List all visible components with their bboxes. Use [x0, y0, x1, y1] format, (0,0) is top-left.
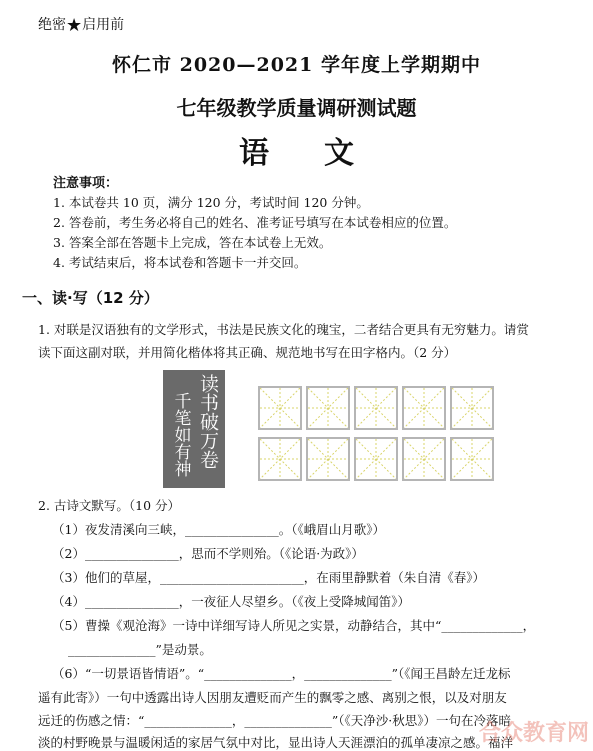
tianzige-cell[interactable] — [450, 437, 494, 481]
poem-blank-item-cont: 淡的村野晚景与温暖闲适的家居气氛中对比，显出诗人天涯漂泊的孤单凄凉之感。福洋 — [38, 735, 514, 750]
notice-item: 3. 答案全部在答题卡上完成，答在本试卷上无效。 — [53, 235, 332, 250]
question-1-text-cont: 读下面这副对联，并用简化楷体将其正确、规范地书写在田字格内。（2 分） — [38, 345, 457, 360]
notice-heading: 注意事项： — [53, 176, 119, 191]
notice-item: 4. 考试结束后，将本试卷和答题卡一并交回。 — [53, 255, 307, 270]
tianzige-cell[interactable] — [450, 386, 494, 430]
poem-blank-item: （3）他们的草屋，_______________________，在雨里静默着（朱自清《春》） — [52, 570, 485, 585]
tianzige-cell[interactable] — [258, 386, 302, 430]
exam-title-line1: 怀仁市 2020—2021 学年度上学期期中 — [112, 54, 481, 76]
tianzige-grid-row-2 — [258, 437, 498, 481]
confidential-mark — [38, 14, 124, 36]
couplet-left-text: 千笔如有神 — [170, 392, 191, 477]
tianzige-guides — [452, 388, 492, 428]
tianzige-cell[interactable] — [258, 437, 302, 481]
tianzige-guides — [404, 388, 444, 428]
tianzige-guides — [308, 439, 348, 479]
poem-blank-item: （1）夜发清溪向三峡，_______________。（《峨眉山月歌》） — [52, 522, 385, 537]
poem-blank-item-cont: 远迁的伤感之情：“______________，______________”（《天净沙·秋思》）一句在冷落暗 — [38, 713, 512, 728]
tianzige-guides — [260, 439, 300, 479]
tianzige-guides — [356, 388, 396, 428]
poem-blank-item: （2）_______________，思而不学则殆。（《论语·为政》） — [52, 546, 364, 561]
notice-item: 2. 答卷前，考生务必将自己的姓名、准考证号填写在本试卷相应的位置。 — [53, 215, 457, 230]
poem-blank-item-cont: ______________”是动景。 — [68, 642, 212, 657]
poem-blank-item-cont: 遥有此寄》）一句中透露出诗人因朋友遭贬而产生的飘零之感、离别之恨，以及对朋友 — [38, 690, 507, 705]
star-icon: ★ — [66, 15, 83, 36]
tianzige-guides — [356, 439, 396, 479]
tianzige-guides — [260, 388, 300, 428]
poem-blank-item: （5）曹操《观沧海》一诗中详细写诗人所见之实景，动静结合，其中“_____________， — [52, 618, 536, 633]
tianzige-cell[interactable] — [354, 386, 398, 430]
exam-title-line2: 七年级教学质量调研测试题 — [176, 96, 417, 120]
tianzige-cell[interactable] — [402, 386, 446, 430]
tianzige-cell[interactable] — [402, 437, 446, 481]
secret-label-suffix: 启用前 — [82, 17, 125, 33]
couplet-right-text: 读书破万卷 — [197, 374, 219, 469]
subject-title: 语文 — [239, 136, 409, 171]
poem-blank-item: （6）“一切景语皆情语”。“______________，______________”（《闻王昌龄左迁龙标 — [52, 666, 511, 681]
watermark-logo: 合众教育网 — [478, 721, 589, 746]
tianzige-guides — [308, 388, 348, 428]
tianzige-guides — [452, 439, 492, 479]
calligraphy-couplet-image — [163, 370, 225, 488]
tianzige-cell[interactable] — [306, 437, 350, 481]
couplet-right-column — [194, 374, 222, 477]
section-heading: 一、读·写（12 分） — [22, 289, 159, 307]
couplet-left-column — [166, 392, 194, 482]
secret-label: 绝密 — [38, 17, 66, 33]
tianzige-guides — [404, 439, 444, 479]
poem-blank-item: （4）_______________，一夜征人尽望乡。（《夜上受降城闻笛》） — [52, 594, 410, 609]
tianzige-grid-row-1 — [258, 386, 498, 430]
tianzige-cell[interactable] — [354, 437, 398, 481]
tianzige-cell[interactable] — [306, 386, 350, 430]
question-2-heading: 2. 古诗文默写。（10 分） — [38, 498, 181, 513]
notice-item: 1. 本试卷共 10 页，满分 120 分，考试时间 120 分钟。 — [53, 195, 369, 210]
question-1-text: 1. 对联是汉语独有的文学形式，书法是民族文化的瑰宝，二者结合更具有无穷魅力。请赏 — [38, 322, 529, 337]
